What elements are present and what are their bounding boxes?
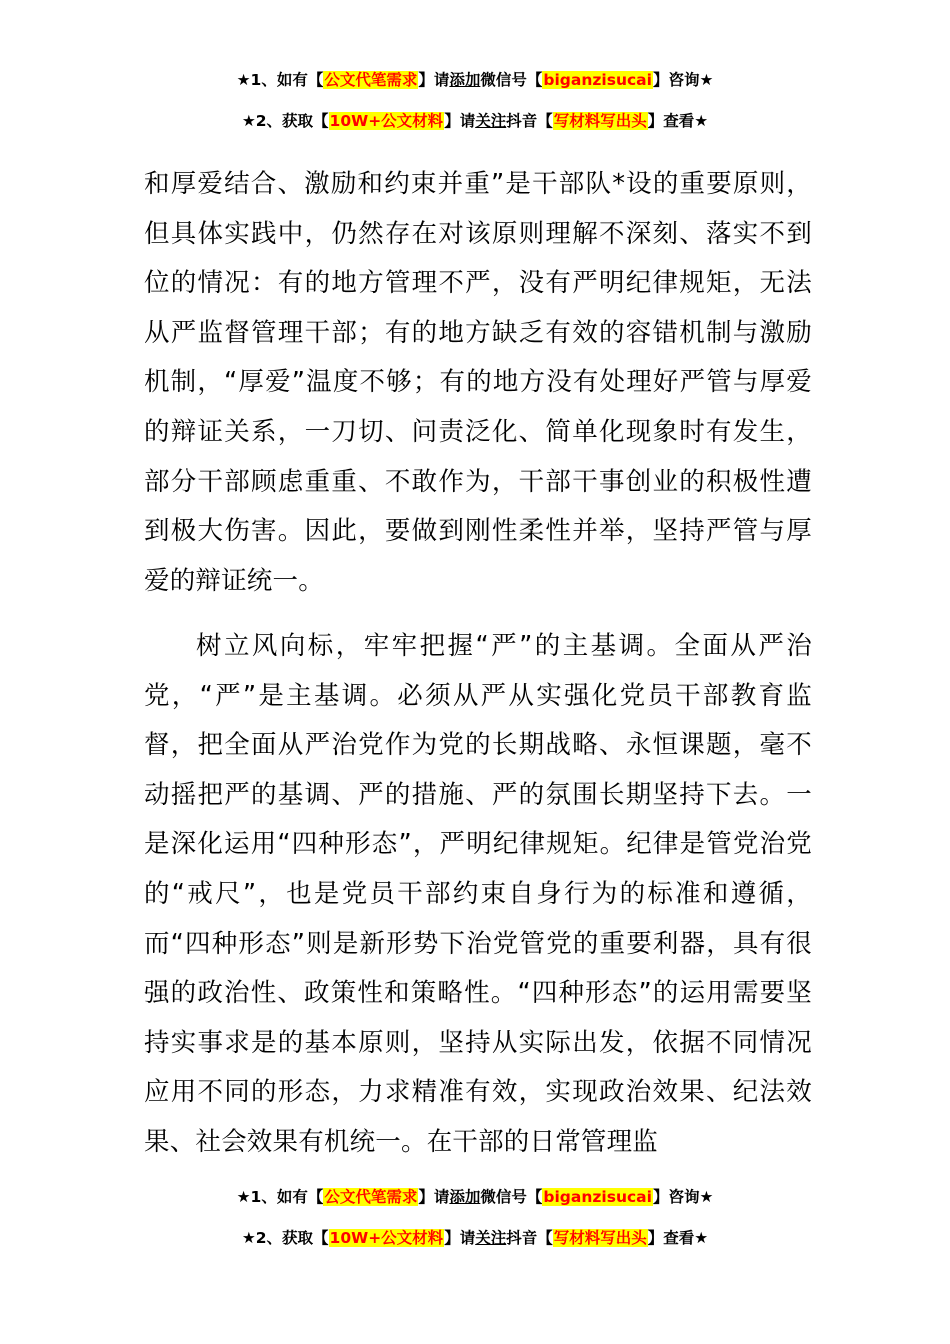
banner-text: 】请 — [418, 71, 450, 89]
banner-text: 抖音【 — [506, 1229, 553, 1247]
banner-text: 】请 — [444, 1229, 476, 1247]
underlined-text: 添加 — [449, 71, 481, 89]
banner-text: 】请 — [418, 1188, 450, 1206]
header-banner-line-1 — [0, 69, 950, 91]
wechat-id-highlight: biganzisucai — [543, 71, 652, 89]
banner-text: ★1、如有【 — [236, 71, 324, 89]
underlined-text: 添加 — [449, 1188, 481, 1206]
paragraph-text: 树立风向标，牢牢把握“严”的主基调。全面从严治党，“严”是主基调。必须从严从实强化党员干部教育监督，把全面从严治党作为党的长期战略、永恒课题，毫不动摇把严的基调、严的措施、严的氛围长期坚持下去。一是深化运用“四种形态”，严明纪律规矩。纪律是管党治党的“戒尺”，也是党员干部约束自身行为的标准和遵循，而“四种形态”则是新形势下治党管党的重要利器，具有很强的政治性、政策性和策略性。“四种形态”的运用需要坚持实事求是的基本原则，坚持从实际出发，依据不同情况应用不同的形态，力求精准有效，实现政治效果、纪法效果、社会效果有机统一。在干部的日常管理监 — [144, 631, 812, 1157]
banner-text: ★2、获取【 — [241, 112, 329, 130]
highlighted-text: 公文代笔需求 — [324, 1188, 418, 1206]
header-banner-line-2 — [0, 110, 950, 132]
footer-banner-line-1 — [0, 1186, 950, 1208]
banner-text: 】咨询★ — [652, 71, 714, 89]
douyin-account-highlight: 写材料写出头 — [553, 1229, 647, 1247]
banner-text: 】查看★ — [647, 112, 709, 130]
body-paragraph-1 — [144, 160, 812, 606]
banner-text: 】查看★ — [647, 1229, 709, 1247]
highlighted-text: 10W+公文材料 — [329, 112, 444, 130]
banner-text: ★2、获取【 — [241, 1229, 329, 1247]
banner-text: 】咨询★ — [652, 1188, 714, 1206]
body-paragraph-2 — [144, 622, 812, 1168]
wechat-id-highlight: biganzisucai — [543, 1188, 652, 1206]
underlined-text: 关注 — [475, 112, 507, 130]
paragraph-text: 和厚爱结合、激励和约束并重”是干部队*设的重要原则，但具体实践中，仍然存在对该原则理解不深刻、落实不到位的情况：有的地方管理不严，没有严明纪律规矩，无法从严监督管理干部；有的地方缺乏有效的容错机制与激励机制，“厚爱”温度不够；有的地方没有处理好严管与厚爱的辩证关系，一刀切、问责泛化、简单化现象时有发生，部分干部顾虑重重、不敢作为，干部干事创业的积极性遭到极大伤害。因此，要做到刚性柔性并举，坚持严管与厚爱的辩证统一。 — [144, 169, 812, 596]
footer-banner-line-2 — [0, 1227, 950, 1249]
douyin-account-highlight: 写材料写出头 — [553, 112, 647, 130]
banner-text: 】请 — [444, 112, 476, 130]
banner-text: 微信号【 — [480, 71, 543, 89]
banner-text: 抖音【 — [506, 112, 553, 130]
banner-text: 微信号【 — [480, 1188, 543, 1206]
highlighted-text: 公文代笔需求 — [324, 71, 418, 89]
underlined-text: 关注 — [475, 1229, 507, 1247]
highlighted-text: 10W+公文材料 — [329, 1229, 444, 1247]
banner-text: ★1、如有【 — [236, 1188, 324, 1206]
